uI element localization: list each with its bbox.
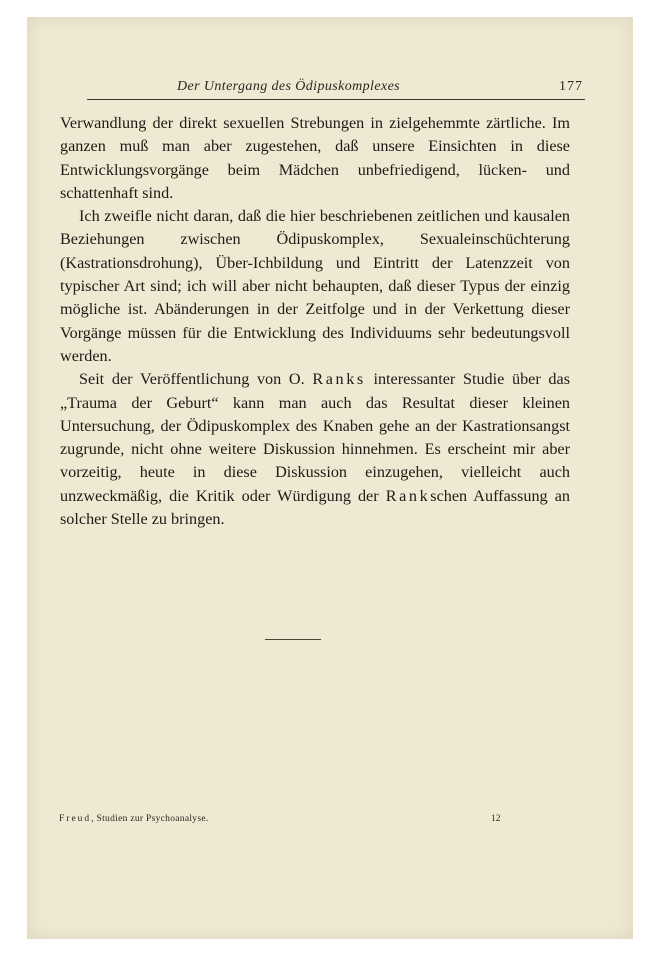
text-run: Seit der Veröffentlichung von O.	[79, 370, 313, 389]
footer-author: Freud	[59, 814, 92, 824]
footer-title: , Studien zur Psychoanalyse.	[91, 814, 209, 824]
text-run: schen Auffassung an solcher Stelle zu bringen.	[60, 486, 570, 529]
section-divider	[265, 639, 321, 640]
text-run: interessanter Studie über das „Trauma der Geburt“ kann man auch das Resultat dieser kleinen Untersuchung, der Ödipuskomplex des Knaben gehe an der Kastrationsangst zugrunde, nicht ohne weitere Diskussion hinnehmen. Es erscheint mir aber vorzeitig, heute in diese Diskussion einzugehen, vielleicht auch unzweckmäßig, die Kritik oder Würdigung der	[60, 370, 570, 505]
running-head-title: Der Untergang des Ödipuskomplexes	[177, 79, 401, 94]
footer-signature: 12	[491, 814, 501, 824]
paragraph	[60, 112, 570, 205]
page-number: 177	[559, 79, 583, 94]
text-run: Verwandlung der direkt sexuellen Strebungen in zielgehemmte zärtliche. Im ganzen muß man aber zugestehen, daß unsere Einsichten in diese Entwicklungsvorgänge beim Mädchen unbefriedigend, lücken- und schattenhaft sind.	[60, 114, 570, 202]
text-run: Ich zweifle nicht daran, daß die hier beschriebenen zeitlichen und kausalen Beziehungen zwischen Ödipuskomplex, Sexualeinschüchterung (Kastrationsdrohung), Über-Ichbildung und Eintritt der Latenzzeit von typischer Art sind; ich will aber nicht behaupten, daß dieser Typus der einzig mögliche ist. Abänderungen in der Zeitfolge und in der Verkettung dieser Vorgänge müssen für die Entwicklung des Individuums sehr bedeutungsvoll werden.	[60, 207, 570, 365]
paragraph	[60, 205, 570, 368]
spaced-name: Ranks	[312, 370, 366, 389]
running-head	[87, 77, 585, 100]
body-text	[60, 112, 570, 531]
spaced-name: Rank	[385, 486, 431, 505]
footer-imprint	[59, 814, 209, 824]
book-page	[27, 17, 633, 939]
paragraph	[60, 368, 570, 531]
